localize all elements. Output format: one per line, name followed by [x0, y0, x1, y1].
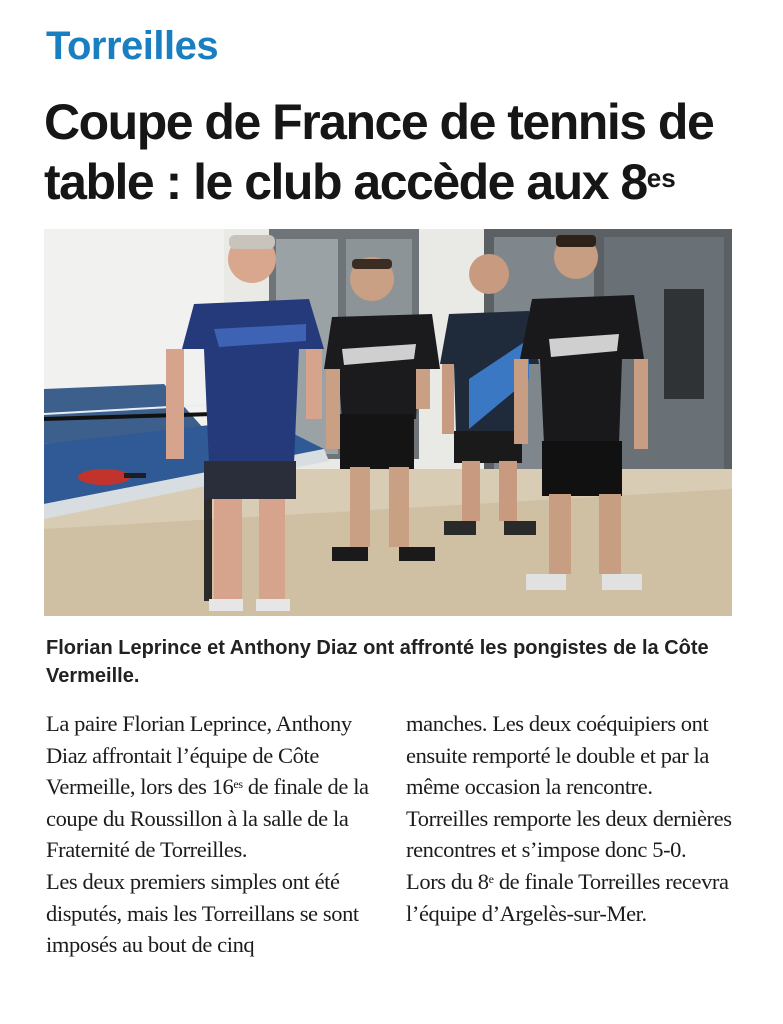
- body-paragraph: [46, 708, 376, 866]
- body-paragraph: Les deux premiers simples ont été disputés, mais les Torreillans se sont imposés au bout de cinq: [46, 868, 359, 958]
- article-photo: [44, 229, 732, 616]
- photo-caption: Florian Leprince et Anthony Diaz ont affronté les pongistes de la Côte Vermeille.: [46, 637, 709, 687]
- body-text: de finale de la coupe du Roussillon à la salle de la Fraternité de Torreilles.: [46, 774, 369, 863]
- headline-text: Coupe de France de tennis de table : le club accède aux 8: [44, 94, 714, 210]
- body-paragraph: [406, 866, 736, 929]
- body-column-2: [406, 708, 736, 929]
- body-column-1: [46, 708, 376, 961]
- ordinal-superscript: e: [488, 871, 494, 886]
- body-text: La paire Florian Leprince, Anthony Diaz affrontait l’équipe de Côte Vermeille, lors des 16: [46, 711, 352, 800]
- body-paragraph: manches. Les deux coéquipiers ont ensuite remporté le double et par la même occasion la rencontre. Torreilles remporte les deux dernières rencontres et s’impose donc 5-0.: [406, 711, 732, 863]
- headline-superscript: es: [646, 163, 676, 193]
- headline: [44, 92, 764, 212]
- ordinal-superscript: es: [233, 777, 243, 792]
- photo-illustration: [44, 229, 732, 616]
- body-text: de finale Torreilles recevra l’équipe d’Argelès-sur-Mer.: [406, 868, 729, 926]
- section-kicker: Torreilles: [46, 24, 219, 68]
- body-text: Lors du 8: [406, 868, 489, 894]
